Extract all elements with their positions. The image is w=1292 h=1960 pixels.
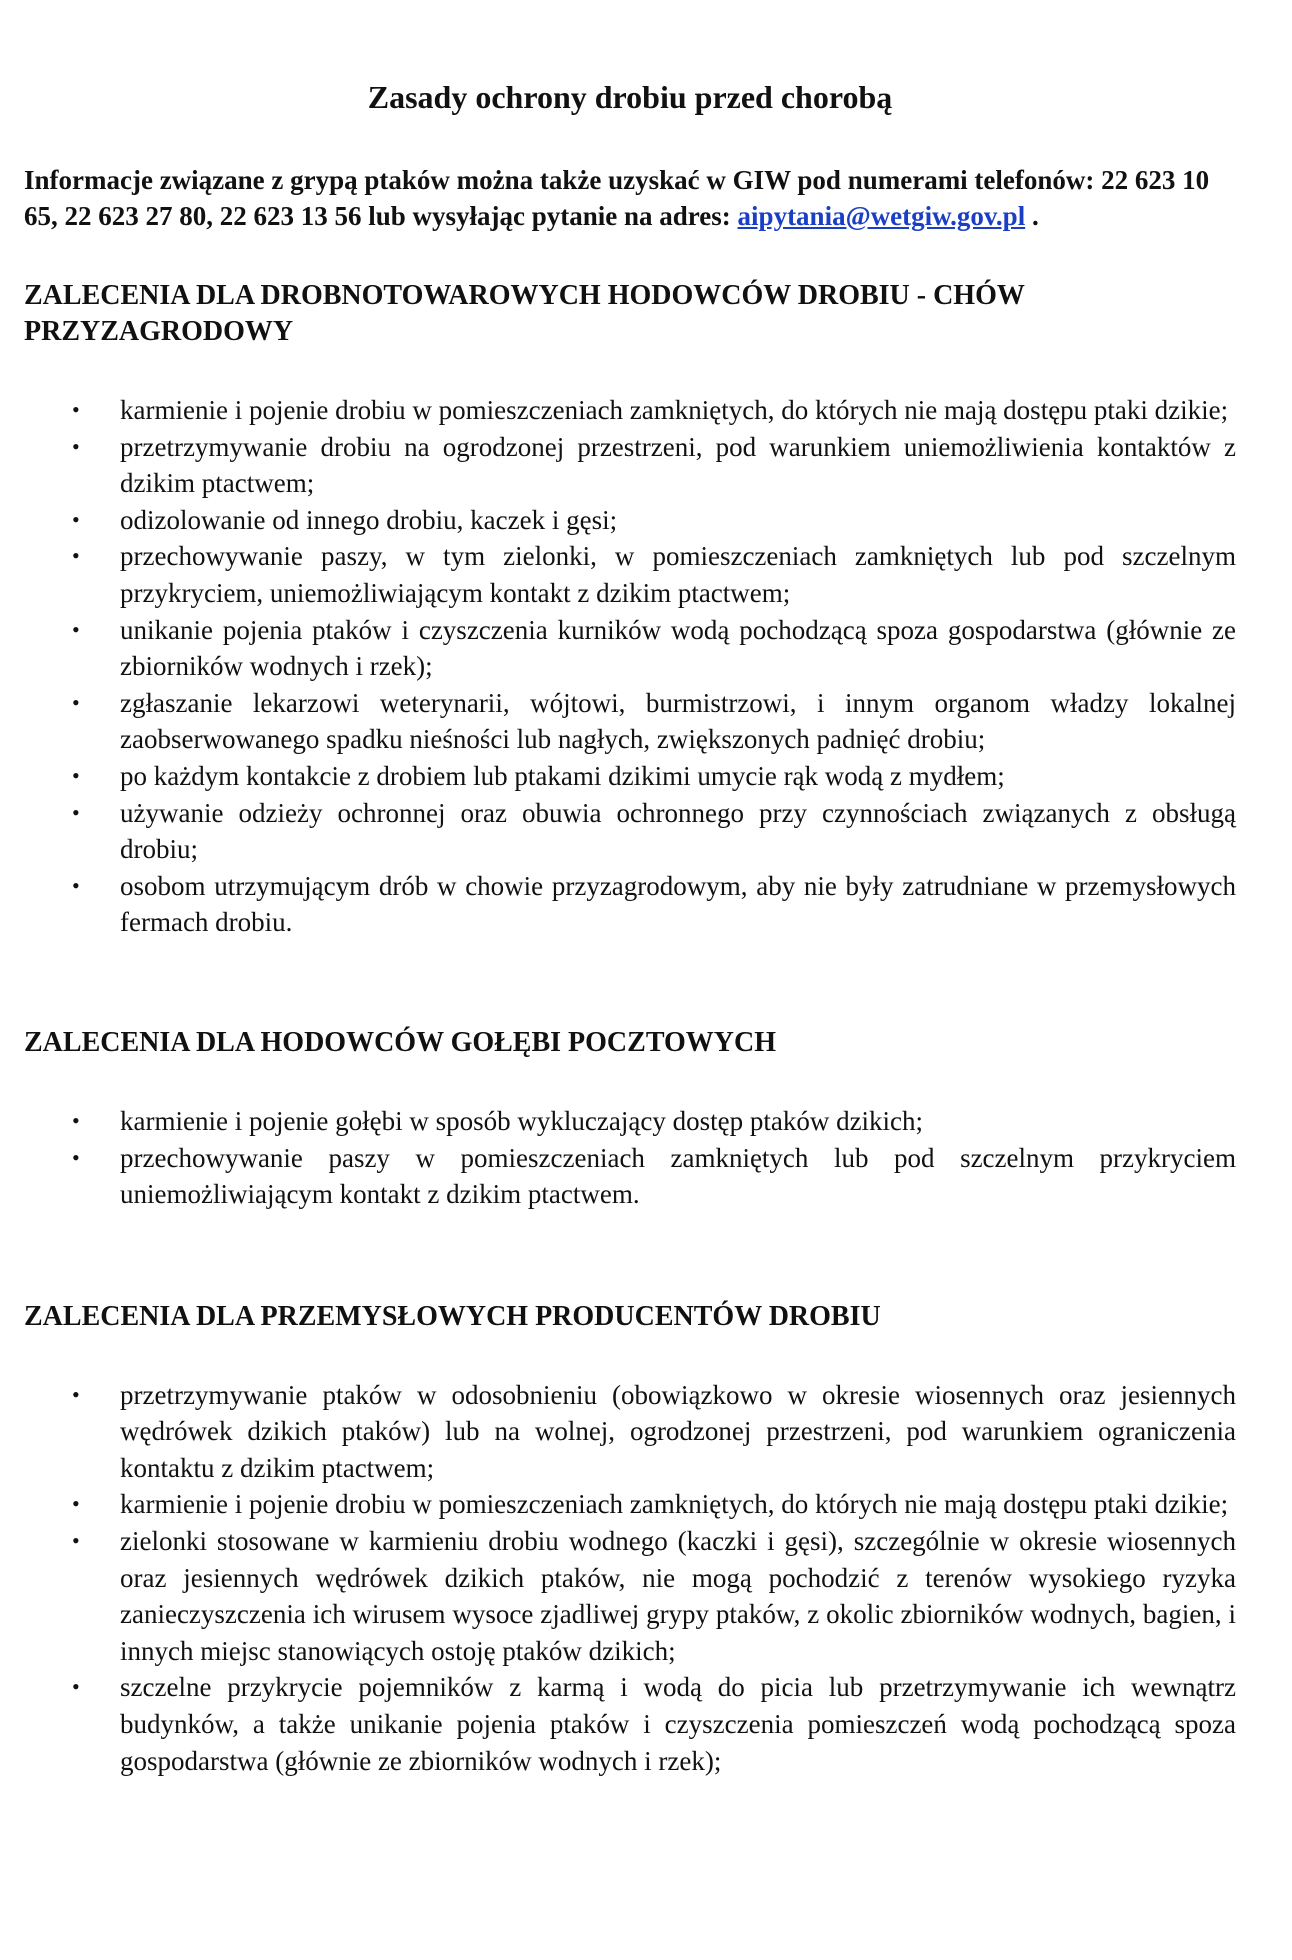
- bullet-icon: •: [72, 1107, 80, 1133]
- bullet-icon: •: [72, 506, 80, 532]
- list-item: [24, 502, 1236, 539]
- list-item: [24, 795, 1236, 868]
- contact-info: [24, 162, 1236, 234]
- list-item: [24, 538, 1236, 611]
- list-item: [24, 1486, 1236, 1523]
- bullet-icon: •: [72, 872, 80, 898]
- document-page: [24, 78, 1236, 1779]
- section-heading-small-scale-breeders: ZALECENIA DLA DROBNOTOWAROWYCH HODOWCÓW DROBIU - CHÓW PRZYZAGRODOWY: [24, 280, 1025, 347]
- bullet-icon: •: [72, 762, 80, 788]
- list-item: [24, 1377, 1236, 1487]
- list-item: [24, 758, 1236, 795]
- list-item: [24, 1669, 1236, 1779]
- list-item: [24, 1523, 1236, 1669]
- list-item-text: zgłaszanie lekarzowi weterynarii, wójtowi, burmistrzowi, i innym organom władzy lokalnej zaobserwowanego spadku nieśności lub nagłych, zwiększonych padnięć drobiu;: [120, 687, 1236, 755]
- list-item-text: karmienie i pojenie drobiu w pomieszczeniach zamkniętych, do których nie mają dostępu ptaki dzikie;: [120, 1489, 1229, 1520]
- bullet-icon: •: [72, 397, 80, 422]
- recommendation-list-pigeon-breeders: [24, 1103, 1236, 1213]
- bullet-icon: •: [72, 1491, 80, 1517]
- list-item-text: używanie odzieży ochronnej oraz obuwia ochronnego przy czynnościach związanych z obsługą drobiu;: [120, 797, 1236, 865]
- list-item: [24, 868, 1236, 941]
- bullet-icon: •: [72, 1381, 80, 1407]
- bullet-icon: •: [72, 1528, 80, 1554]
- recommendation-list-industrial-producers: [24, 1377, 1236, 1780]
- list-item: [24, 1140, 1236, 1213]
- list-item-text: odizolowanie od innego drobiu, kaczek i gęsi;: [120, 504, 618, 535]
- list-item-text: karmienie i pojenie drobiu w pomieszczeniach zamkniętych, do których nie mają dostępu ptaki dzikie;: [120, 395, 1229, 425]
- bullet-icon: •: [72, 543, 80, 569]
- bullet-icon: •: [72, 799, 80, 825]
- list-item: [24, 429, 1236, 502]
- list-item-text: przechowywanie paszy w pomieszczeniach zamkniętych lub pod szczelnym przykryciem uniemożliwiającym kontakt z dzikim ptactwem.: [120, 1142, 1236, 1210]
- list-item-text: po każdym kontakcie z drobiem lub ptakami dzikimi umycie rąk wodą z mydłem;: [120, 760, 1005, 791]
- contact-info-text: Informacje związane z grypą ptaków można także uzyskać w GIW pod numerami telefonów: 22 623 10 65, 22 623 27 80, 22 623 13 56 lub wysyłając pytanie na adres:: [24, 165, 1210, 231]
- list-item: [24, 1103, 1236, 1140]
- recommendation-list-small-scale-breeders: [24, 392, 1236, 941]
- list-item-text: przechowywanie paszy, w tym zielonki, w pomieszczeniach zamkniętych lub pod szczelnym przykryciem, uniemożliwiającym kontakt z dzikim ptactwem;: [120, 541, 1236, 608]
- list-item-text: osobom utrzymującym drób w chowie przyzagrodowym, aby nie były zatrudniane w przemysłowych fermach drobiu.: [120, 870, 1236, 938]
- bullet-icon: •: [72, 616, 80, 642]
- bullet-icon: •: [72, 689, 80, 715]
- list-item: [24, 685, 1236, 758]
- list-item-text: przetrzymywanie ptaków w odosobnieniu (obowiązkowo w okresie wiosennych oraz jesiennych wędrówek dzikich ptaków) lub na wolnej, ogrodzonej przestrzeni, pod warunkiem ograniczenia kontaktu z dzikim ptactwem;: [120, 1379, 1236, 1483]
- bullet-icon: •: [72, 1144, 80, 1170]
- list-item: [24, 612, 1236, 685]
- document-title: Zasady ochrony drobiu przed chorobą: [367, 79, 893, 115]
- list-item-text: unikanie pojenia ptaków i czyszczenia kurników wodą pochodzącą spoza gospodarstwa (głównie ze zbiorników wodnych i rzek);: [120, 614, 1236, 682]
- contact-info-end: .: [1025, 201, 1039, 231]
- section-heading-industrial-producers: ZALECENIA DLA PRZEMYSŁOWYCH PRODUCENTÓW DROBIU: [24, 1300, 881, 1332]
- email-link[interactable]: aipytania@wetgiw.gov.pl: [737, 201, 1026, 231]
- list-item-text: karmienie i pojenie gołębi w sposób wykluczający dostęp ptaków dzikich;: [120, 1105, 924, 1136]
- list-item-text: przetrzymywanie drobiu na ogrodzonej przestrzeni, pod warunkiem uniemożliwienia kontaktów z dzikim ptactwem;: [120, 431, 1236, 499]
- bullet-icon: •: [72, 433, 80, 459]
- list-item-text: szczelne przykrycie pojemników z karmą i wodą do picia lub przetrzymywanie ich wewnątrz budynków, a także unikanie pojenia ptaków i czyszczenia pomieszczeń wodą pochodzącą spoza gospodarstwa (głównie ze zbiorników wodnych i rzek);: [120, 1672, 1236, 1776]
- list-item: [24, 392, 1236, 429]
- section-heading-pigeon-breeders: ZALECENIA DLA HODOWCÓW GOŁĘBI POCZTOWYCH: [24, 1026, 776, 1058]
- bullet-icon: •: [72, 1674, 80, 1700]
- list-item-text: zielonki stosowane w karmieniu drobiu wodnego (kaczki i gęsi), szczególnie w okresie wiosennych oraz jesiennych wędrówek dzikich ptaków, nie mogą pochodzić z terenów wysokiego ryzyka zanieczyszczenia ich wirusem wysoce zjadliwej grypy ptaków, z okolic zbiorników wodnych, bagien, i innych miejsc stanowiących ostoję ptaków dzikich;: [120, 1526, 1236, 1666]
